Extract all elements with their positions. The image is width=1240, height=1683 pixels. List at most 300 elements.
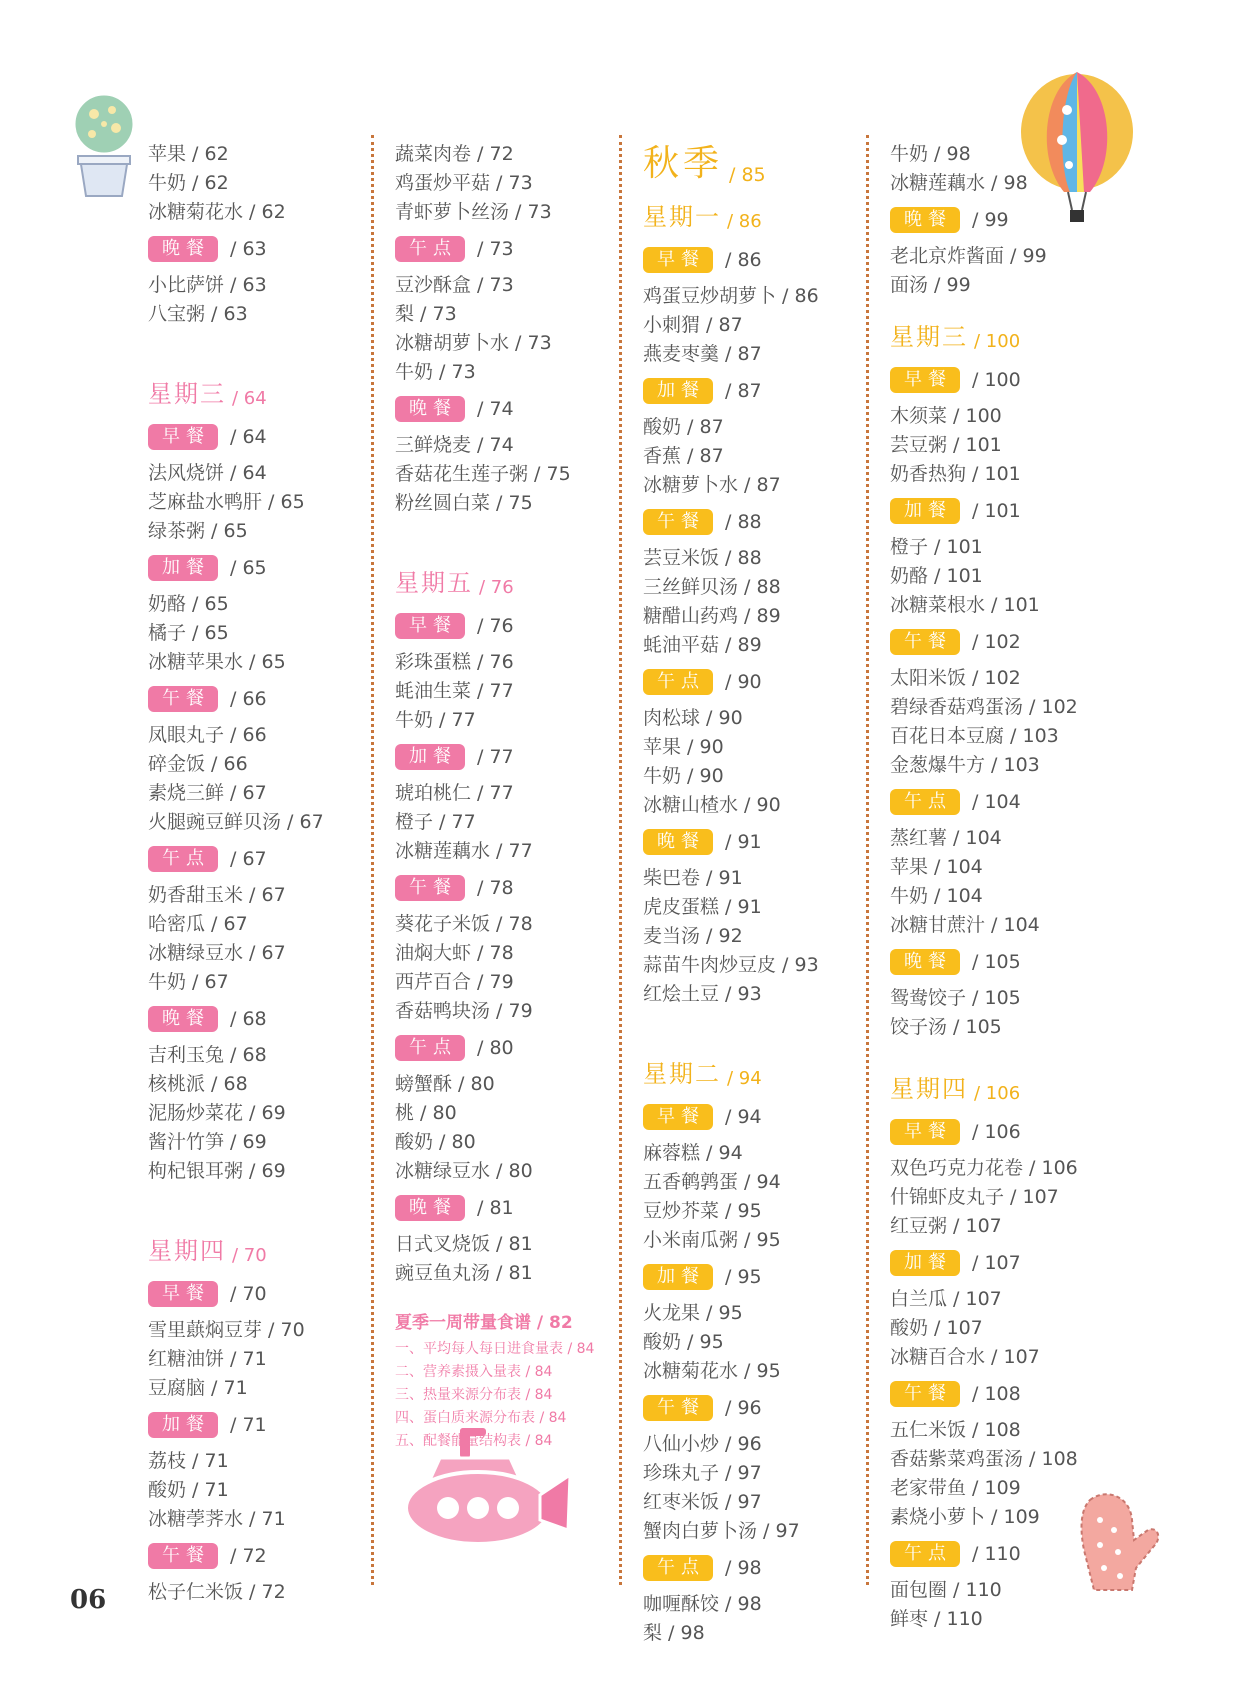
meal-heading — [890, 201, 1120, 239]
recipe-item: 梨 / 98 — [643, 1622, 705, 1644]
recipe-item: 蚝油平菇 / 89 — [643, 634, 762, 656]
meal-badge: 晚餐 — [395, 396, 465, 422]
recipe-item: 牛奶 / 73 — [395, 361, 476, 383]
recipe-item: 碧绿香菇鸡蛋汤 / 102 — [890, 696, 1078, 718]
recipe-item: 三鲜烧麦 / 74 — [395, 434, 514, 456]
meal-heading — [395, 230, 625, 268]
item-list — [643, 1299, 873, 1386]
meal-heading — [148, 680, 368, 718]
recipe-item: 冰糖山楂水 / 90 — [643, 794, 781, 816]
season-page: / 85 — [729, 164, 766, 186]
meal-heading — [148, 230, 368, 268]
recipe-item: 冰糖莲藕水 / 98 — [890, 172, 1028, 194]
recipe-item: 香菇花生莲子粥 / 75 — [395, 463, 571, 485]
recipe-item: 核桃派 / 68 — [148, 1073, 248, 1095]
meal-page: / 63 — [230, 238, 267, 260]
recipe-item: 螃蟹酥 / 80 — [395, 1073, 495, 1095]
meal-page: / 80 — [477, 1037, 514, 1059]
meal-heading — [643, 1098, 873, 1136]
recipe-item: 枸杞银耳粥 / 69 — [148, 1160, 286, 1182]
meal-heading — [643, 1549, 873, 1587]
recipe-item: 面汤 / 99 — [890, 274, 971, 296]
meal-badge: 加餐 — [890, 498, 960, 524]
meal-page: / 96 — [725, 1397, 762, 1419]
item-list — [890, 533, 1120, 620]
recipe-item: 奶香热狗 / 101 — [890, 463, 1021, 485]
meal-badge: 加餐 — [643, 378, 713, 404]
day-label: 星期四 — [148, 1237, 226, 1265]
recipe-item: 红豆粥 / 107 — [890, 1215, 1002, 1237]
recipe-item: 梨 / 73 — [395, 303, 457, 325]
recipe-item: 牛奶 / 77 — [395, 709, 476, 731]
recipe-item: 凤眼丸子 / 66 — [148, 724, 267, 746]
meal-badge: 加餐 — [148, 1412, 218, 1438]
recipe-item: 五香鹌鹑蛋 / 94 — [643, 1171, 781, 1193]
item-list — [643, 1139, 873, 1255]
meal-page: / 78 — [477, 877, 514, 899]
meal-heading — [148, 1275, 368, 1313]
meal-heading — [643, 372, 873, 410]
recipe-item: 香菇紫菜鸡蛋汤 / 108 — [890, 1448, 1078, 1470]
summary-item: 二、营养素摄入量表 / 84 — [395, 1364, 553, 1380]
recipe-item: 油焖大虾 / 78 — [395, 942, 514, 964]
meal-heading — [148, 840, 368, 878]
meal-page: / 71 — [230, 1414, 267, 1436]
meal-badge: 加餐 — [643, 1264, 713, 1290]
recipe-item: 蔬菜肉卷 / 72 — [395, 143, 514, 165]
meal-badge: 午餐 — [890, 629, 960, 655]
meal-heading — [890, 783, 1120, 821]
meal-heading — [148, 418, 368, 456]
meal-badge: 加餐 — [395, 744, 465, 770]
meal-page: / 68 — [230, 1008, 267, 1030]
recipe-item: 琥珀桃仁 / 77 — [395, 782, 514, 804]
recipe-item: 素烧三鲜 / 67 — [148, 782, 267, 804]
item-list — [395, 1230, 625, 1288]
item-list — [643, 1430, 873, 1546]
meal-heading — [890, 361, 1120, 399]
recipe-item: 牛奶 / 90 — [643, 765, 724, 787]
meal-page: / 81 — [477, 1197, 514, 1219]
recipe-item: 咖喱酥饺 / 98 — [643, 1593, 762, 1615]
recipe-item: 豆沙酥盒 / 73 — [395, 274, 514, 296]
item-list — [395, 1070, 625, 1186]
recipe-item: 彩珠蛋糕 / 76 — [395, 651, 514, 673]
meal-page: / 104 — [972, 791, 1021, 813]
meal-heading — [643, 241, 873, 279]
meal-page: / 90 — [725, 671, 762, 693]
recipe-item: 燕麦枣羹 / 87 — [643, 343, 762, 365]
recipe-item: 三丝鲜贝汤 / 88 — [643, 576, 781, 598]
summary-item: 一、平均每人每日进食量表 / 84 — [395, 1341, 595, 1357]
meal-badge: 早餐 — [890, 1119, 960, 1145]
meal-heading — [890, 492, 1120, 530]
meal-badge: 午点 — [890, 1541, 960, 1567]
recipe-item: 豆腐脑 / 71 — [148, 1377, 248, 1399]
meal-heading — [643, 823, 873, 861]
meal-heading — [890, 1535, 1120, 1573]
item-list — [148, 1316, 368, 1403]
meal-badge: 午餐 — [890, 1381, 960, 1407]
meal-page: / 87 — [725, 380, 762, 402]
recipe-item: 冰糖绿豆水 / 80 — [395, 1160, 533, 1182]
item-list — [890, 1154, 1120, 1241]
recipe-item: 冰糖菊花水 / 62 — [148, 201, 286, 223]
meal-page: / 101 — [972, 500, 1021, 522]
item-list — [890, 402, 1120, 489]
item-list — [890, 242, 1120, 300]
toc-column-2 — [395, 140, 625, 1453]
item-list — [643, 864, 873, 1009]
recipe-item: 火龙果 / 95 — [643, 1302, 743, 1324]
recipe-item: 酸奶 / 107 — [890, 1317, 983, 1339]
item-list — [395, 431, 625, 518]
recipe-item: 火腿豌豆鲜贝汤 / 67 — [148, 811, 324, 833]
recipe-item: 冰糖菊花水 / 95 — [643, 1360, 781, 1382]
item-list — [643, 413, 873, 500]
item-list — [148, 590, 368, 677]
season-label: 秋季 — [643, 143, 724, 184]
recipe-item: 青虾萝卜丝汤 / 73 — [395, 201, 552, 223]
meal-badge: 午餐 — [395, 875, 465, 901]
recipe-item: 八仙小炒 / 96 — [643, 1433, 762, 1455]
recipe-item: 松子仁米饭 / 72 — [148, 1581, 286, 1603]
recipe-item: 柴巴卷 / 91 — [643, 867, 743, 889]
meal-heading — [890, 623, 1120, 661]
meal-badge: 早餐 — [890, 367, 960, 393]
day-label: 星期二 — [643, 1060, 721, 1088]
meal-heading — [643, 503, 873, 541]
recipe-item: 冰糖绿豆水 / 67 — [148, 942, 286, 964]
meal-badge: 晚餐 — [148, 1006, 218, 1032]
item-list — [643, 544, 873, 660]
recipe-item: 粉丝圆白菜 / 75 — [395, 492, 533, 514]
toc-column-1 — [148, 140, 368, 1607]
recipe-item: 葵花子米饭 / 78 — [395, 913, 533, 935]
meal-page: / 88 — [725, 511, 762, 533]
day-heading — [890, 1042, 1120, 1110]
meal-badge: 午点 — [395, 1035, 465, 1061]
meal-heading — [890, 1375, 1120, 1413]
recipe-item: 泥肠炒菜花 / 69 — [148, 1102, 286, 1124]
meal-badge: 午餐 — [643, 1395, 713, 1421]
item-list — [148, 721, 368, 837]
recipe-item: 苹果 / 104 — [890, 856, 983, 878]
meal-badge: 加餐 — [148, 555, 218, 581]
recipe-item: 桃 / 80 — [395, 1102, 457, 1124]
meal-heading — [148, 1000, 368, 1038]
recipe-item: 小米南瓜粥 / 95 — [643, 1229, 781, 1251]
item-list — [148, 1041, 368, 1186]
recipe-item: 蟹肉白萝卜汤 / 97 — [643, 1520, 800, 1542]
recipe-item: 橙子 / 77 — [395, 811, 476, 833]
meal-page: / 65 — [230, 557, 267, 579]
recipe-item: 五仁米饭 / 108 — [890, 1419, 1021, 1441]
meal-badge: 午点 — [395, 236, 465, 262]
recipe-item: 素烧小萝卜 / 109 — [890, 1506, 1040, 1528]
item-list — [395, 910, 625, 1026]
day-heading — [643, 186, 873, 238]
day-label: 星期四 — [890, 1075, 968, 1103]
recipe-item: 牛奶 / 67 — [148, 971, 229, 993]
meal-page: / 66 — [230, 688, 267, 710]
recipe-item: 麻蓉糕 / 94 — [643, 1142, 743, 1164]
summary-item: 四、蛋白质来源分布表 / 84 — [395, 1410, 567, 1426]
season-heading — [643, 128, 873, 186]
recipe-item: 冰糖萝卜水 / 87 — [643, 474, 781, 496]
recipe-item: 冰糖百合水 / 107 — [890, 1346, 1040, 1368]
summary-list — [395, 1338, 625, 1453]
recipe-item: 法风烧饼 / 64 — [148, 462, 267, 484]
toc-column-4 — [890, 140, 1120, 1634]
meal-badge: 晚餐 — [395, 1195, 465, 1221]
recipe-item: 牛奶 / 62 — [148, 172, 229, 194]
day-heading — [148, 1186, 368, 1272]
recipe-item: 糖醋山药鸡 / 89 — [643, 605, 781, 627]
recipe-item: 吉利玉兔 / 68 — [148, 1044, 267, 1066]
recipe-item: 面包圈 / 110 — [890, 1579, 1002, 1601]
recipe-item: 碎金饭 / 66 — [148, 753, 248, 775]
recipe-item: 鸡蛋豆炒胡萝卜 / 86 — [643, 285, 819, 307]
meal-page: / 77 — [477, 746, 514, 768]
meal-badge: 早餐 — [148, 1281, 218, 1307]
recipe-item: 豌豆鱼丸汤 / 81 — [395, 1262, 533, 1284]
recipe-item: 酸奶 / 87 — [643, 416, 724, 438]
meal-heading — [890, 1244, 1120, 1282]
recipe-item: 芸豆米饭 / 88 — [643, 547, 762, 569]
day-heading — [890, 300, 1120, 358]
day-page: / 100 — [974, 331, 1021, 352]
meal-heading — [890, 943, 1120, 981]
item-list — [395, 140, 625, 227]
recipe-item: 冰糖胡萝卜水 / 73 — [395, 332, 552, 354]
recipe-item: 豆炒芥菜 / 95 — [643, 1200, 762, 1222]
meal-badge: 午餐 — [643, 509, 713, 535]
day-heading — [395, 518, 625, 604]
meal-heading — [148, 1537, 368, 1575]
meal-page: / 105 — [972, 951, 1021, 973]
recipe-item: 冰糖苹果水 / 65 — [148, 651, 286, 673]
meal-heading — [395, 869, 625, 907]
meal-heading — [395, 1189, 625, 1227]
recipe-item: 日式叉烧饭 / 81 — [395, 1233, 533, 1255]
item-list — [890, 1576, 1120, 1634]
recipe-item: 香蕉 / 87 — [643, 445, 724, 467]
meal-badge: 晚餐 — [890, 207, 960, 233]
item-list — [890, 824, 1120, 940]
recipe-item: 双色巧克力花卷 / 106 — [890, 1157, 1078, 1179]
recipe-item: 苹果 / 90 — [643, 736, 724, 758]
meal-page: / 108 — [972, 1383, 1021, 1405]
item-list — [395, 779, 625, 866]
meal-page: / 72 — [230, 1545, 267, 1567]
recipe-item: 老家带鱼 / 109 — [890, 1477, 1021, 1499]
meal-page: / 95 — [725, 1266, 762, 1288]
meal-heading — [643, 1258, 873, 1296]
meal-page: / 99 — [972, 209, 1009, 231]
day-label: 星期一 — [643, 203, 721, 231]
day-page: / 64 — [232, 388, 267, 409]
meal-badge: 午点 — [643, 1555, 713, 1581]
item-list — [890, 140, 1120, 198]
meal-page: / 94 — [725, 1106, 762, 1128]
recipe-item: 牛奶 / 98 — [890, 143, 971, 165]
meal-page: / 73 — [477, 238, 514, 260]
meal-badge: 加餐 — [890, 1250, 960, 1276]
recipe-item: 饺子汤 / 105 — [890, 1016, 1002, 1038]
item-list — [148, 271, 368, 329]
day-page: / 106 — [974, 1083, 1021, 1104]
recipe-item: 鲜枣 / 110 — [890, 1608, 983, 1630]
meal-heading — [890, 1113, 1120, 1151]
recipe-item: 荔枝 / 71 — [148, 1450, 229, 1472]
meal-badge: 午点 — [148, 846, 218, 872]
meal-heading — [643, 1389, 873, 1427]
recipe-item: 麦当汤 / 92 — [643, 925, 743, 947]
recipe-item: 酸奶 / 80 — [395, 1131, 476, 1153]
recipe-item: 冰糖荸荠水 / 71 — [148, 1508, 286, 1530]
recipe-item: 百花日本豆腐 / 103 — [890, 725, 1059, 747]
day-label: 星期五 — [395, 569, 473, 597]
recipe-item: 蒸红薯 / 104 — [890, 827, 1002, 849]
meal-heading — [395, 738, 625, 776]
meal-page: / 70 — [230, 1283, 267, 1305]
meal-badge: 早餐 — [643, 1104, 713, 1130]
recipe-item: 绿茶粥 / 65 — [148, 520, 248, 542]
meal-page: / 102 — [972, 631, 1021, 653]
meal-page: / 107 — [972, 1252, 1021, 1274]
meal-page: / 91 — [725, 831, 762, 853]
recipe-item: 酸奶 / 71 — [148, 1479, 229, 1501]
meal-badge: 午点 — [890, 789, 960, 815]
item-list — [148, 1447, 368, 1534]
meal-heading — [643, 663, 873, 701]
recipe-item: 木须菜 / 100 — [890, 405, 1002, 427]
meal-badge: 早餐 — [395, 613, 465, 639]
meal-page: / 100 — [972, 369, 1021, 391]
recipe-item: 奶香甜玉米 / 67 — [148, 884, 286, 906]
recipe-item: 太阳米饭 / 102 — [890, 667, 1021, 689]
meal-heading — [148, 549, 368, 587]
item-list — [395, 271, 625, 387]
item-list — [890, 1416, 1120, 1532]
recipe-item: 哈密瓜 / 67 — [148, 913, 248, 935]
recipe-item: 橘子 / 65 — [148, 622, 229, 644]
recipe-item: 香菇鸭块汤 / 79 — [395, 1000, 533, 1022]
recipe-item: 蚝油生菜 / 77 — [395, 680, 514, 702]
recipe-item: 鸡蛋炒平菇 / 73 — [395, 172, 533, 194]
meal-badge: 早餐 — [643, 247, 713, 273]
meal-page: / 106 — [972, 1121, 1021, 1143]
item-list — [148, 1578, 368, 1607]
meal-badge: 晚餐 — [148, 236, 218, 262]
recipe-item: 虎皮蛋糕 / 91 — [643, 896, 762, 918]
recipe-item: 冰糖菜根水 / 101 — [890, 594, 1040, 616]
day-page: / 94 — [727, 1068, 762, 1089]
recipe-item: 肉松球 / 90 — [643, 707, 743, 729]
summary-item: 三、热量来源分布表 / 84 — [395, 1387, 553, 1403]
meal-heading — [395, 1029, 625, 1067]
meal-page: / 110 — [972, 1543, 1021, 1565]
meal-heading — [148, 1406, 368, 1444]
meal-heading — [395, 390, 625, 428]
recipe-item: 鸳鸯饺子 / 105 — [890, 987, 1021, 1009]
recipe-item: 牛奶 / 104 — [890, 885, 983, 907]
recipe-item: 雪里蕻焖豆芽 / 70 — [148, 1319, 305, 1341]
recipe-item: 芸豆粥 / 101 — [890, 434, 1002, 456]
recipe-item: 奶酪 / 101 — [890, 565, 983, 587]
item-list — [643, 1590, 873, 1648]
item-list — [890, 664, 1120, 780]
recipe-item: 酸奶 / 95 — [643, 1331, 724, 1353]
meal-page: / 64 — [230, 426, 267, 448]
day-page: / 86 — [727, 211, 762, 232]
recipe-item: 红枣米饭 / 97 — [643, 1491, 762, 1513]
recipe-item: 白兰瓜 / 107 — [890, 1288, 1002, 1310]
item-list — [148, 881, 368, 997]
item-list — [890, 984, 1120, 1042]
meal-page: / 67 — [230, 848, 267, 870]
day-heading — [643, 1009, 873, 1095]
recipe-item: 金葱爆牛方 / 103 — [890, 754, 1040, 776]
summary-title: 夏季一周带量食谱 / 82 — [395, 1313, 573, 1333]
recipe-item: 冰糖莲藕水 / 77 — [395, 840, 533, 862]
toc-column-3 — [643, 128, 873, 1648]
meal-page: / 76 — [477, 615, 514, 637]
item-list — [148, 459, 368, 546]
meal-page: / 98 — [725, 1557, 762, 1579]
recipe-item: 红烩土豆 / 93 — [643, 983, 762, 1005]
recipe-item: 小比萨饼 / 63 — [148, 274, 267, 296]
meal-page: / 86 — [725, 249, 762, 271]
day-page: / 70 — [232, 1245, 267, 1266]
column-divider — [371, 135, 374, 1585]
item-list — [643, 282, 873, 369]
meal-badge: 午点 — [643, 669, 713, 695]
item-list — [395, 648, 625, 735]
recipe-item: 酱汁竹笋 / 69 — [148, 1131, 267, 1153]
item-list — [643, 704, 873, 820]
recipe-item: 奶酪 / 65 — [148, 593, 229, 615]
item-list — [148, 140, 368, 227]
recipe-item: 冰糖甘蔗汁 / 104 — [890, 914, 1040, 936]
meal-badge: 午餐 — [148, 686, 218, 712]
potted-plant-illustration — [70, 88, 138, 200]
recipe-item: 蒜苗牛肉炒豆皮 / 93 — [643, 954, 819, 976]
day-page: / 76 — [479, 577, 514, 598]
recipe-item: 芝麻盐水鸭肝 / 65 — [148, 491, 305, 513]
meal-heading — [395, 607, 625, 645]
recipe-item: 苹果 / 62 — [148, 143, 229, 165]
recipe-item: 珍珠丸子 / 97 — [643, 1462, 762, 1484]
page-number: 06 — [70, 1585, 107, 1615]
recipe-item: 小刺猬 / 87 — [643, 314, 743, 336]
recipe-item: 什锦虾皮丸子 / 107 — [890, 1186, 1059, 1208]
item-list — [890, 1285, 1120, 1372]
recipe-item: 西芹百合 / 79 — [395, 971, 514, 993]
recipe-item: 老北京炸酱面 / 99 — [890, 245, 1047, 267]
recipe-item: 橙子 / 101 — [890, 536, 983, 558]
summary-item: 五、配餐能量结构表 / 84 — [395, 1433, 553, 1449]
day-label: 星期三 — [890, 323, 968, 351]
recipe-item: 红糖油饼 / 71 — [148, 1348, 267, 1370]
meal-page: / 74 — [477, 398, 514, 420]
meal-badge: 午餐 — [148, 1543, 218, 1569]
meal-badge: 早餐 — [148, 424, 218, 450]
day-heading — [148, 329, 368, 415]
day-label: 星期三 — [148, 380, 226, 408]
meal-badge: 晚餐 — [890, 949, 960, 975]
